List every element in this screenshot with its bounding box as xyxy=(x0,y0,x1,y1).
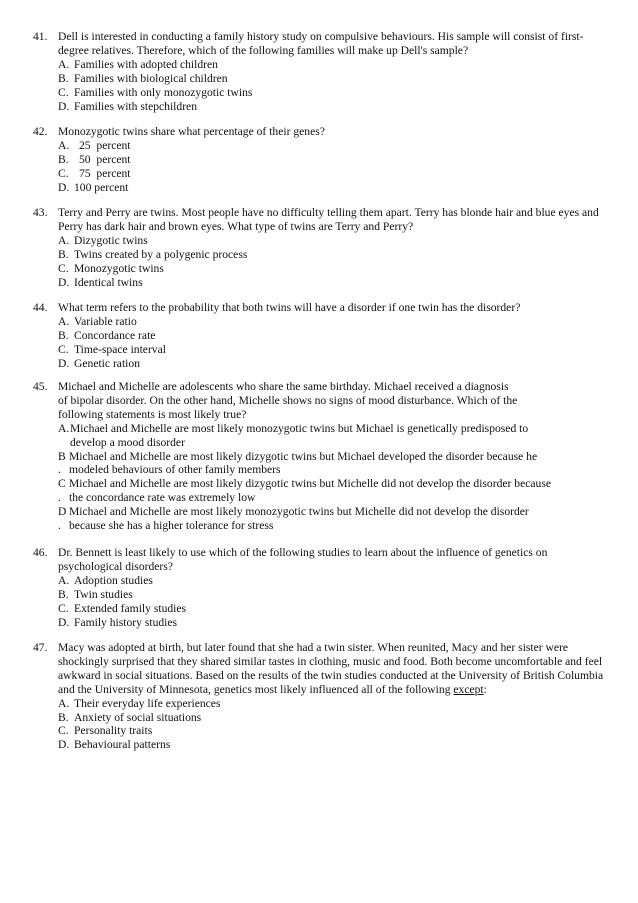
question-stem: What term refers to the probability that both twins will have a disorder if one twin has the disorder? xyxy=(58,301,521,314)
question-41 xyxy=(33,30,608,113)
answer-option: D. 100 percent xyxy=(58,180,129,194)
question-stem: Dell is interested in conducting a family history study on compulsive behaviours. His sample will consist of first-degree relatives. Therefore, which of the following families will make up Dell's sample? xyxy=(58,30,584,57)
question-44 xyxy=(33,301,608,371)
question-number: 46. xyxy=(33,546,48,559)
answer-option: D. Families with stepchildren xyxy=(58,99,198,113)
answer-option: B. Concordance rate xyxy=(58,328,156,342)
answer-option: B. Families with biological children xyxy=(58,71,228,85)
question-number: 44. xyxy=(33,301,48,314)
answer-option: B Michael and Michelle are most likely dizygotic twins but Michael developed the disorder because he . modeled behaviours of other family members xyxy=(58,449,538,477)
question-stem: Terry and Perry are twins. Most people have no difficulty telling them apart. Terry has blonde hair and blue eyes and Perry has dark hair and brown eyes. What type of twins are Terry and Perry? xyxy=(58,206,599,233)
question-stem: Michael and Michelle are adolescents who share the same birthday. Michael received a diagnosis of bipolar disorder. On the other hand, Michelle shows no signs of mood disturbance. Which of the following statements is most likely true? xyxy=(58,380,518,421)
answer-option: D. Identical twins xyxy=(58,275,143,289)
answer-option: A. 25 percent xyxy=(58,138,131,152)
answer-option: C. Families with only monozygotic twins xyxy=(58,85,253,99)
answer-option: C Michael and Michelle are most likely dizygotic twins but Michelle did not develop the disorder because . the concordance rate was extremely low xyxy=(58,477,551,505)
answer-option: A. Michael and Michelle are most likely monozygotic twins but Michael is genetically predisposed to develop a mood disorder xyxy=(58,421,529,449)
question-number: 47. xyxy=(33,641,48,654)
question-number: 45. xyxy=(33,380,48,393)
answer-option: C. Monozygotic twins xyxy=(58,261,164,275)
answer-option: C. 75 percent xyxy=(58,166,131,180)
answer-option: D Michael and Michelle are most likely monozygotic twins but Michelle did not develop the disorder . because she has a higher tolerance for stress xyxy=(58,505,529,533)
question-42 xyxy=(33,125,608,195)
question-46 xyxy=(33,546,608,629)
answer-option: C. Extended family studies xyxy=(58,601,187,615)
question-45 xyxy=(33,380,608,533)
answer-option: C. Personality traits xyxy=(58,724,153,738)
question-43 xyxy=(33,206,608,289)
answer-option: A. Families with adopted children xyxy=(58,57,218,71)
answer-option: A. Their everyday life experiences xyxy=(58,696,221,710)
question-stem: Monozygotic twins share what percentage of their genes? xyxy=(58,125,325,138)
answer-option: D. Behavioural patterns xyxy=(58,738,171,752)
question-number: 42. xyxy=(33,125,48,138)
answer-option: B. Twin studies xyxy=(58,587,133,601)
question-stem: Dr. Bennett is least likely to use which of the following studies to learn about the influence of genetics on psychological disorders? xyxy=(58,546,548,573)
answer-option: A. Adoption studies xyxy=(58,573,153,587)
answer-option: B. 50 percent xyxy=(58,152,131,166)
answer-option: B. Anxiety of social situations xyxy=(58,710,202,724)
answer-option: A. Dizygotic twins xyxy=(58,233,148,247)
emphasis-underline: except xyxy=(453,682,484,696)
answer-option: C. Time-space interval xyxy=(58,342,166,356)
answer-option: A. Variable ratio xyxy=(58,314,137,328)
answer-option: B. Twins created by a polygenic process xyxy=(58,247,248,261)
answer-option: D. Genetic ration xyxy=(58,356,140,370)
question-stem: Macy was adopted at birth, but later found that she had a twin sister. When reunited, Macy and her sister were shockingly surprised that they shared similar tastes in clothing, music and food. Both become uncomfortable and feel awkward in social situations. Based on the results of the twin studies conducted at the University of British Columbia and the University of Minnesota, genetics most likely influenced all of the following except: xyxy=(58,641,604,696)
answer-option: D. Family history studies xyxy=(58,615,178,629)
question-number: 41. xyxy=(33,30,48,43)
question-47 xyxy=(33,641,608,752)
question-number: 43. xyxy=(33,206,48,219)
